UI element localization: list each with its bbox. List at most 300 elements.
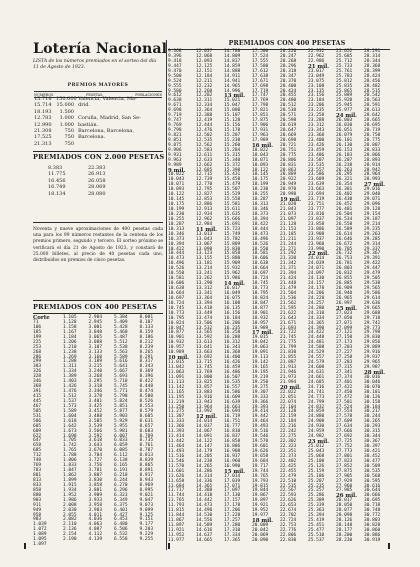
premio-numero: 25.812 xyxy=(336,78,353,84)
premio-numero: 17.228 xyxy=(224,513,241,519)
premio-numero: 6.480 xyxy=(114,522,128,528)
premio-numero: 30.772 xyxy=(364,513,381,519)
premio-numero: 17.747 xyxy=(252,93,269,99)
premio-numero: 23.486 xyxy=(308,152,325,158)
premio-numero: 1.765 xyxy=(63,448,77,454)
premio-numero: 16.507 xyxy=(224,374,241,380)
premio-numero: 25.309 xyxy=(308,498,325,504)
premio-numero: 24.930 xyxy=(308,424,325,430)
premio-numero: 26.051 xyxy=(336,128,353,133)
premio-numero: 30.828 xyxy=(364,523,381,528)
premio-numero: 13.565 xyxy=(196,330,213,336)
premio-numero: 16.017 xyxy=(224,286,241,291)
premio-numero: 21.671 xyxy=(280,320,297,326)
premio-numero: 30.184 xyxy=(364,404,381,410)
premio-numero: 1.097 xyxy=(33,542,47,548)
premio-numero: 1.642 xyxy=(63,423,77,429)
premio-numero: 26.452 xyxy=(336,202,353,208)
premio-numero: 28.563 xyxy=(364,98,381,104)
premio-numero: 29.447 xyxy=(364,266,381,272)
premio-numero: 18.824 xyxy=(252,295,269,301)
premio-numero: 14.637 xyxy=(196,532,213,538)
premio-numero: 5.771 xyxy=(114,389,128,395)
premio-numero: 8.605 xyxy=(139,413,154,419)
premio-numero: 24.716 xyxy=(308,384,325,390)
premio-pesetas: 15.000 xyxy=(56,102,74,109)
premio-numero: 4.112 xyxy=(88,532,103,538)
premio-numero: 28.750 xyxy=(364,132,381,138)
premio-numero: 28.833 xyxy=(364,147,381,153)
premio-numero: 26.832 xyxy=(336,271,353,277)
premio-numero: 10.496 xyxy=(168,261,185,267)
premio-numero: 16.288 xyxy=(224,335,241,341)
premio-numero: 11.493 xyxy=(168,448,185,454)
premio-numero: 11.113 xyxy=(168,379,185,385)
premio-numero: 3.346 xyxy=(88,389,103,395)
premio-numero: 27.905 xyxy=(336,473,353,479)
premio-numero: 13.613 xyxy=(196,340,213,346)
premio-numero: 10.394 xyxy=(168,241,185,247)
premio-numero: 253 xyxy=(33,344,42,350)
premio-numero: 10.697 xyxy=(168,295,185,301)
premio-numero: 25.977 xyxy=(336,108,353,114)
premio-numero: 11.546 xyxy=(168,458,185,464)
premio-numero: 12.037 xyxy=(196,49,213,54)
premio-numero: 12.419 xyxy=(196,118,213,124)
premio-numero: 1.742 xyxy=(63,443,77,449)
premio-numero: 14.205 xyxy=(196,453,213,459)
premio-numero: 531 xyxy=(33,413,42,419)
premio-numero: 22.593 xyxy=(280,493,297,499)
premio-numero: 10.824 xyxy=(168,320,185,326)
premio-numero: 27.875 xyxy=(336,468,353,474)
premio-numero: 11.516 xyxy=(168,453,185,459)
premio-numero: 10.313 xyxy=(168,226,185,232)
premio-numero: 11.142 xyxy=(168,384,185,390)
premio-numero: 13.916 xyxy=(196,394,213,400)
premio-numero: 24.157 xyxy=(308,281,325,287)
premio-numero: 16.486 xyxy=(224,369,241,375)
premio-numero: 14.965 xyxy=(224,83,241,89)
premio-numero: 8.422 xyxy=(139,379,154,385)
premio-numero: 25.286 xyxy=(308,493,325,499)
premio-numero: 1.952 xyxy=(63,492,77,498)
premio-numero: 1.105 xyxy=(63,315,77,320)
premio-numero: 25.510 xyxy=(308,532,325,538)
premio-numero: 27.099 xyxy=(336,325,353,331)
thousand-mark: 11 mil. xyxy=(196,226,218,233)
premio-numero: 5.409 xyxy=(114,319,128,325)
premio-numero: 28.866 xyxy=(364,152,381,158)
premio-numero: 27.283 xyxy=(336,360,353,366)
premio-numero: 27.609 xyxy=(336,419,353,425)
premio-numero: 303 xyxy=(33,364,42,370)
premio-numero: 19.142 xyxy=(252,360,269,366)
premio-numero: 1.426 xyxy=(63,384,77,390)
premio-numero: 8.526 xyxy=(139,398,154,404)
premio-numero: 24.097 xyxy=(308,271,325,277)
premio-numero: 23.426 xyxy=(308,142,325,148)
premio-numero: 6.112 xyxy=(114,453,128,459)
premio-numero: 26.803 xyxy=(336,266,353,272)
premio-numero: 23.312 xyxy=(308,123,325,129)
dosmil-numero: 11.775 xyxy=(48,171,66,178)
premio-numero: 29.636 xyxy=(364,300,381,306)
premio-numero: 685 xyxy=(33,448,42,454)
premio-numero: 19.844 xyxy=(252,488,269,494)
premio-numero: 25.363 xyxy=(308,508,325,514)
premio-numero: 25.339 xyxy=(308,503,325,509)
premio-numero: 3.727 xyxy=(88,458,103,464)
premio-numero: 11.275 xyxy=(168,409,185,415)
premio-numero: 18.122 xyxy=(252,167,269,173)
premio-numero: 2.030 xyxy=(63,507,77,513)
premio-numero: 10.287 xyxy=(168,221,185,227)
premio-numero: 16.694 xyxy=(224,409,241,415)
premio-numero: 12.611 xyxy=(196,152,213,158)
premio-numero: 9.447 xyxy=(168,63,182,69)
premio-numero: 20.480 xyxy=(280,98,297,104)
premio-numero: 18.724 xyxy=(252,276,269,282)
premio-numero: 24.557 xyxy=(308,355,325,361)
number-column xyxy=(33,316,63,548)
premio-numero: 415 xyxy=(33,394,42,399)
premio-numero: 24.130 xyxy=(308,276,325,282)
premio-numero: 15.666 xyxy=(224,216,241,222)
premio-numero: 14.996 xyxy=(224,88,241,94)
premio-numero: 26.855 xyxy=(336,276,353,282)
premio-numero: 21.073 xyxy=(280,211,297,217)
premio-numero: 21.448 xyxy=(280,281,297,287)
premio-numero: 5.428 xyxy=(114,324,128,330)
premio-numero: 13.098 xyxy=(196,246,213,252)
premio-numero: 10.550 xyxy=(168,271,185,277)
premio-numero: 17.206 xyxy=(224,508,241,514)
premio-numero: 299 xyxy=(33,359,42,365)
premio-numero: 13.123 xyxy=(196,251,213,257)
premio-numero: 21.292 xyxy=(280,251,297,257)
premio-numero: 1.072 xyxy=(33,527,47,533)
premio-pesetas: 1.000 xyxy=(59,115,74,122)
premio-numero: 17.698 xyxy=(252,83,269,89)
premio-numero: 1.128 xyxy=(63,319,77,325)
premio-numero: 24.310 xyxy=(308,310,325,316)
premio-numero: 586 xyxy=(33,418,42,424)
premio-numero: 16.075 xyxy=(224,295,241,301)
premio-numero: 25.186 xyxy=(308,473,325,479)
premio-numero: 8.212 xyxy=(139,339,154,345)
premio-numero: 6.244 xyxy=(114,477,128,483)
premio-numero: 20.220 xyxy=(280,49,297,54)
premio-numero: 2.136 xyxy=(63,527,77,533)
number-column xyxy=(224,50,252,544)
premio-numero: 23.586 xyxy=(308,172,325,178)
premio-numero: 13.992 xyxy=(196,409,213,415)
premio-numero: 20.619 xyxy=(280,123,297,129)
premio-numero: 11.307 xyxy=(168,414,185,420)
premio-numero: 20.751 xyxy=(280,147,297,153)
premio-numero: 17.130 xyxy=(224,493,241,499)
premio-numero: 21.643 xyxy=(280,315,297,321)
premio-numero: 16.258 xyxy=(224,330,241,336)
premio-numero: 21.342 xyxy=(280,261,297,267)
premio-numero: 19.977 xyxy=(252,513,269,519)
premio-numero: 3.318 xyxy=(88,384,103,390)
corte-label: Corte xyxy=(33,315,50,321)
premio-numero: 27.203 xyxy=(336,345,353,351)
premio-numero: 3.040 xyxy=(88,329,103,335)
premio-numero: 9.906 xyxy=(168,147,182,153)
premio-numero: 26.909 xyxy=(336,286,353,291)
premio-numero: 21.913 xyxy=(280,365,297,370)
premio-numero: 18.346 xyxy=(252,207,269,212)
premio-numero: 30.016 xyxy=(364,374,381,380)
premio-numero: 19.333 xyxy=(252,394,269,400)
premio-numero: 24.228 xyxy=(308,295,325,301)
premio-numero: 10.145 xyxy=(168,197,185,203)
premio-numero: 20.806 xyxy=(280,157,297,163)
premio-numero: 14.837 xyxy=(224,58,241,64)
premio-numero: 19.250 xyxy=(252,379,269,385)
thousand-mark: 27 mil. xyxy=(364,182,386,189)
thousand-mark: 19 mil. xyxy=(280,197,302,204)
premio-numero: 5.981 xyxy=(114,428,128,434)
premio-numero: 24.481 xyxy=(308,340,325,346)
premio-numero: 19.307 xyxy=(252,389,269,395)
premio-numero: 28.230 xyxy=(336,537,353,543)
premio-numero: 3.670 xyxy=(88,448,103,454)
premio-numero: 8.396 xyxy=(139,374,154,380)
premio-numero: 26.153 xyxy=(336,147,353,153)
number-column xyxy=(140,316,166,548)
premio-numero: 25.761 xyxy=(336,68,353,74)
premio-numero: 18.847 xyxy=(252,300,269,306)
premio-numero: 21.020 xyxy=(280,202,297,208)
premio-numero: 22.806 xyxy=(280,532,297,538)
premio-numero: 14.418 xyxy=(196,493,213,499)
premio-numero: 26.003 xyxy=(336,118,353,124)
premio-numero: 21.320 xyxy=(280,256,297,262)
premio-numero: 14.388 xyxy=(196,488,213,494)
premio-numero: 24.661 xyxy=(308,374,325,380)
premio-numero: 20.069 xyxy=(252,532,269,538)
premio-numero: 13.474 xyxy=(196,315,213,321)
premio-numero: 19.366 xyxy=(252,399,269,405)
premio-numero: 27.985 xyxy=(336,488,353,494)
premio-numero: 23.990 xyxy=(308,246,325,252)
premio-numero: 15.962 xyxy=(224,271,241,277)
premio-numero: 15.749 xyxy=(224,231,241,237)
premio-numero: 20.455 xyxy=(280,93,297,99)
premio-numero: 28.148 xyxy=(336,523,353,528)
premio-numero: 21.308 xyxy=(34,128,52,135)
premio-numero: 23.507 xyxy=(308,157,325,163)
premio-numero: 29.718 xyxy=(364,315,381,321)
premio-numero: 18.526 xyxy=(252,241,269,247)
premio-numero: 1.288 xyxy=(63,359,77,365)
print-mark xyxy=(388,543,390,549)
premio-numero: 17.280 xyxy=(224,523,241,528)
premio-numero: 19.393 xyxy=(252,404,269,410)
premio-numero: 14.286 xyxy=(196,468,213,474)
premio-numero: 12.232 xyxy=(196,83,213,89)
premio-numero: 3.704 xyxy=(88,453,103,459)
premio-numero: 5.487 xyxy=(114,334,128,340)
premio-numero: 14.037 xyxy=(196,424,213,430)
premio-numero: 2.190 xyxy=(63,537,77,543)
premio-numero: 21.211 xyxy=(280,236,297,242)
premio-numero: 20.647 xyxy=(280,128,297,133)
premio-numero: 8.709 xyxy=(139,433,154,439)
premio-numero: 25.012 xyxy=(308,444,325,449)
dosmil-numero: 26.913 xyxy=(88,171,106,178)
premio-numero: 17.257 xyxy=(224,518,241,524)
premio-numero: 12.662 xyxy=(196,162,213,168)
premio-numero: 29.773 xyxy=(364,325,381,331)
premio-numero: 30.695 xyxy=(364,498,381,504)
premio-numero: 11.366 xyxy=(168,424,185,430)
premio-numero: 12.795 xyxy=(196,187,213,193)
premio-numero: 769 xyxy=(33,463,42,469)
premio-numero: 26.589 xyxy=(336,226,353,232)
premio-numero: 22.104 xyxy=(280,404,297,410)
premio-numero: 15.479 xyxy=(224,182,241,188)
premio-numero: 8.891 xyxy=(139,468,154,474)
premio-numero: 6.033 xyxy=(114,438,128,444)
premio-numero: 2.984 xyxy=(88,315,103,320)
premio-numero: 11.442 xyxy=(168,439,185,445)
premio-numero: 11.867 xyxy=(168,518,185,524)
premio-numero: 10.122 xyxy=(168,192,185,198)
premio-numero: 24.859 xyxy=(308,409,325,415)
dosmil-numero: 22.383 xyxy=(88,165,106,171)
premio-numero: 13.943 xyxy=(196,399,213,405)
premio-numero: 1.788 xyxy=(63,453,77,459)
premio-numero: 16.312 xyxy=(224,340,241,346)
premio-numero: 10.093 xyxy=(168,187,185,193)
premio-numero: 3.268 xyxy=(88,374,103,380)
premio-numero: 30.344 xyxy=(364,434,381,440)
premio-numero: 10.526 xyxy=(168,266,185,272)
premio-numero: 5.667 xyxy=(114,369,128,375)
premio-numero: 24.982 xyxy=(308,434,325,440)
premio-numero: 30.748 xyxy=(364,508,381,514)
premio-numero: 27.929 xyxy=(336,478,353,484)
premio-numero: 23.017 xyxy=(308,68,325,74)
premio-numero: 9.099 xyxy=(139,507,154,513)
premio-numero: 9.580 xyxy=(168,88,182,94)
premio-numero: 10.473 xyxy=(168,256,185,262)
premio-numero: 12.364 xyxy=(196,108,213,114)
premio-numero: 19.195 xyxy=(252,369,269,375)
premio-numero: 16.535 xyxy=(224,379,241,385)
premio-numero: 16.206 xyxy=(224,320,241,326)
premio-numero: 983 xyxy=(33,517,42,523)
premio-numero: 20.400 xyxy=(280,83,297,89)
premio-numero: 17.500 xyxy=(252,49,269,54)
premio-numero: 4.011 xyxy=(88,512,103,518)
premio-numero: 3.618 xyxy=(88,438,103,444)
premio-numero: 23.663 xyxy=(308,187,325,193)
premio-numero: 3.189 xyxy=(88,359,103,365)
premio-numero: 27.374 xyxy=(336,374,353,380)
premio-numero: 30.535 xyxy=(364,468,381,474)
premio-numero: 10.255 xyxy=(168,216,185,222)
premio-numero: 15.207 xyxy=(224,132,241,138)
premio-numero: 3.107 xyxy=(88,344,103,350)
dosmil-numero: 18.134 xyxy=(48,190,66,197)
premio-numero: 29.235 xyxy=(364,226,381,232)
premio-numero: 8.474 xyxy=(139,389,154,395)
premio-numero: 27.023 xyxy=(336,310,353,316)
premio-numero: 813 xyxy=(33,477,42,483)
premio-numero: 1.537 xyxy=(63,398,77,404)
premio-numero: 22.455 xyxy=(280,468,297,474)
premio-numero: 24.773 xyxy=(308,394,325,400)
premio-numero: 10.071 xyxy=(168,182,185,188)
premio-numero: 10.901 xyxy=(168,335,185,341)
premio-numero: 24.365 xyxy=(308,320,325,326)
premio-numero: 23.810 xyxy=(308,211,325,217)
premio-numero: 8.369 xyxy=(139,369,154,375)
cuatrocientas-right-table xyxy=(168,50,392,544)
premio-numero: 17.798 xyxy=(252,103,269,109)
premio-numero: 9.470 xyxy=(168,68,182,74)
premio-pesetas: 750 xyxy=(64,140,74,147)
premio-numero: 1.238 xyxy=(63,349,77,355)
premio-numero: 12.990 xyxy=(34,121,52,128)
premio-numero: 18.071 xyxy=(252,157,269,163)
premio-numero: 28.893 xyxy=(364,157,381,163)
premio-numero: 8.448 xyxy=(139,384,154,390)
premio-numero: 12.311 xyxy=(196,98,213,104)
premio-numero: 4.087 xyxy=(88,527,103,533)
premio-numero: 12.334 xyxy=(196,103,213,109)
premio-numero: 11.091 xyxy=(168,374,185,380)
premio-numero: 24.959 xyxy=(308,429,325,435)
premio-numero: 30.101 xyxy=(364,389,381,395)
premio-numero: 12.962 xyxy=(196,216,213,222)
premio-numero: 15.718 xyxy=(34,96,52,102)
premio-numero: 13.214 xyxy=(196,266,213,272)
premio-numero: 30.421 xyxy=(364,448,381,454)
premio-numero: 10.422 xyxy=(168,246,185,252)
premio-numero: 10.444 xyxy=(168,251,185,257)
premio-numero: 23.049 xyxy=(308,73,325,79)
premio-numero: 6.296 xyxy=(114,487,128,493)
premio-numero: 25.920 xyxy=(336,98,353,104)
premio-numero: 5.538 xyxy=(114,344,128,350)
premio-numero: 25.889 xyxy=(336,93,353,99)
premio-numero: 29.830 xyxy=(364,335,381,341)
premio-numero: 16.937 xyxy=(224,453,241,459)
premio-numero: 14.238 xyxy=(196,458,213,464)
premio-numero: 16.156 xyxy=(224,310,241,316)
premio-numero: 19.793 xyxy=(252,478,269,484)
premio-numero: 15.178 xyxy=(224,128,241,133)
premio-numero: 22.302 xyxy=(280,439,297,445)
premio-poblacion xyxy=(78,141,162,147)
premio-numero: 1.934 xyxy=(63,487,77,493)
premio-numero: 29.285 xyxy=(364,236,381,242)
premio-numero: 18.313 xyxy=(252,202,269,208)
premio-numero: 17.963 xyxy=(252,132,269,138)
premio-numero: 23.837 xyxy=(308,216,325,222)
premio-numero: 15.128 xyxy=(224,118,241,124)
premio-numero: 29.742 xyxy=(364,320,381,326)
premio-numero: 9.500 xyxy=(168,73,182,79)
premio-numero: 19.897 xyxy=(252,498,269,504)
